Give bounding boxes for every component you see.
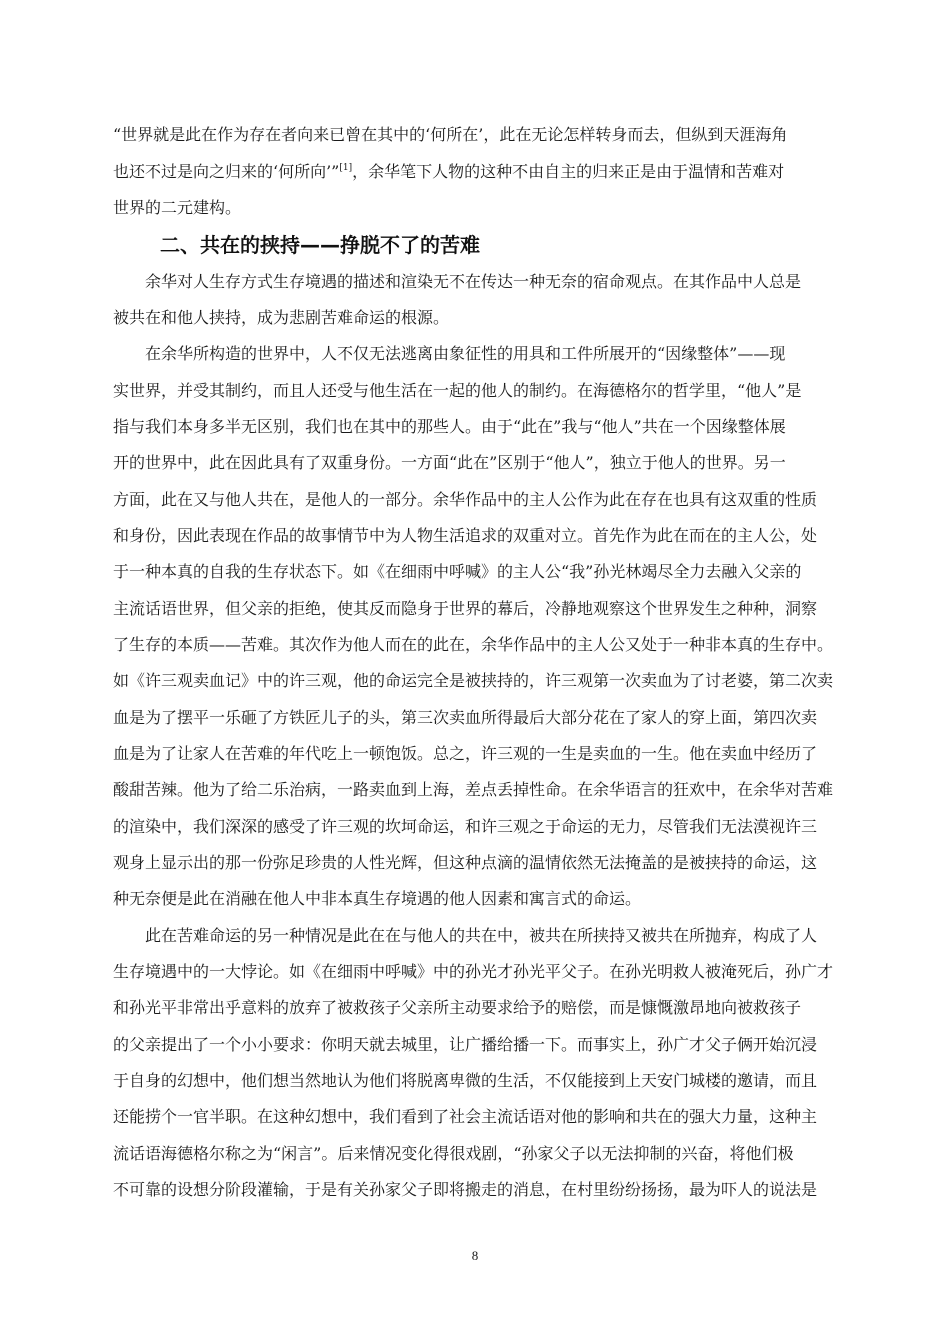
text-line: 不可靠的设想分阶段灌输，于是有关孙家父子即将搬走的消息，在村里纷纷扬扬，最为吓人的说法是 <box>113 1180 818 1199</box>
text-line: 指与我们本身多半无区别，我们也在其中的那些人。由于“此在”我与“他人”共在一个因缘整体展 <box>113 417 786 436</box>
text-line: 如《许三观卖血记》中的许三观，他的命运完全是被挟持的，许三观第一次卖血为了讨老婆，第二次卖 <box>113 671 834 690</box>
text-line: 种无奈便是此在消融在他人中非本真生存境遇的他人因素和寓言式的命运。 <box>113 889 642 908</box>
text-line: “世界就是此在作为存在者向来已曾在其中的‘何所在’，此在无论怎样转身而去，但纵到天涯海角 <box>113 125 788 144</box>
text-line: 了生存的本质——苦难。其次作为他人而在的此在，余华作品中的主人公又处于一种非本真的生存中。 <box>113 635 834 654</box>
text-line: 方面，此在又与他人共在，是他人的一部分。余华作品中的主人公作为此在存在也具有这双重的性质 <box>113 490 818 509</box>
text-line: 观身上显示出的那一份弥足珍贵的人性光辉，但这种点滴的温情依然无法掩盖的是被挟持的命运，这 <box>113 853 818 872</box>
text-line: 血是为了让家人在苦难的年代吃上一顿饱饭。总之，许三观的一生是卖血的一生。他在卖血中经历了 <box>113 744 818 763</box>
text-line: 在余华所构造的世界中，人不仅无法逃离由象征性的用具和工件所展开的“因缘整体”——现 <box>145 344 786 363</box>
text-line: 的父亲提出了一个小小要求：你明天就去城里，让广播给播一下。而事实上，孙广才父子俩开始沉浸 <box>113 1035 818 1054</box>
text-line: 流话语海德格尔称之为“闲言”。后来情况变化得很戏剧，“孙家父子以无法抑制的兴奋，将他们极 <box>113 1144 794 1163</box>
text-line: 余华对人生存方式生存境遇的描述和渲染无不在传达一种无奈的宿命观点。在其作品中人总是 <box>145 272 802 291</box>
text-fragment: 也还不过是向之归来的‘何所向’” <box>113 162 340 181</box>
text-line: 生存境遇中的一大悖论。如《在细雨中呼喊》中的孙光才孙光平父子。在孙光明救人被淹死后，孙广才 <box>113 962 834 981</box>
text-line: 世界的二元建构。 <box>113 198 242 217</box>
text-line: 和身份，因此表现在作品的故事情节中为人物生活追求的双重对立。首先作为此在而在的主人公，处 <box>113 526 818 545</box>
section-heading: 二、共在的挟持——挣脱不了的苦难 <box>160 233 480 257</box>
text-line: 此在苦难命运的另一种情况是此在在与他人的共在中，被共在所挟持又被共在所抛弃，构成了人 <box>145 926 818 945</box>
text-fragment: ，余华笔下人物的这种不由自主的归来正是由于温情和苦难对 <box>352 162 785 181</box>
text-line: 被共在和他人挟持，成为悲剧苦难命运的根源。 <box>113 308 450 327</box>
text-line: 酸甜苦辣。他为了给二乐治病，一路卖血到上海，差点丢掉性命。在余华语言的狂欢中，在余华对苦难 <box>113 780 834 799</box>
text-line: 于自身的幻想中，他们想当然地认为他们将脱离卑微的生活，不仅能接到上天安门城楼的邀请，而且 <box>113 1071 818 1090</box>
text-line: 于一种本真的自我的生存状态下。如《在细雨中呼喊》的主人公“我”孙光林竭尽全力去融入父亲的 <box>113 562 802 581</box>
text-line: 还能捞个一官半职。在这种幻想中，我们看到了社会主流话语对他的影响和共在的强大力量，这种主 <box>113 1107 818 1126</box>
text-line: 血是为了摆平一乐砸了方铁匠儿子的头，第三次卖血所得最后大部分花在了家人的穿上面，第四次卖 <box>113 708 818 727</box>
text-line: 和孙光平非常出乎意料的放弃了被救孩子父亲所主动要求给予的赔偿，而是慷慨激昂地向被救孩子 <box>113 998 802 1017</box>
text-line <box>113 162 784 182</box>
citation-reference[interactable]: [1] <box>339 163 353 173</box>
page-number: 8 <box>471 1248 479 1263</box>
text-line: 主流话语世界，但父亲的拒绝，使其反而隐身于世界的幕后，冷静地观察这个世界发生之种种，洞察 <box>113 599 818 618</box>
text-line: 实世界，并受其制约，而且人还受与他生活在一起的他人的制约。在海德格尔的哲学里，“他人”是 <box>113 381 802 400</box>
text-line: 开的世界中，此在因此具有了双重身份。一方面“此在”区别于“他人”，独立于他人的世界。另一 <box>113 453 786 472</box>
text-line: 的渲染中，我们深深的感受了许三观的坎坷命运，和许三观之于命运的无力，尽管我们无法漠视许三 <box>113 817 818 836</box>
